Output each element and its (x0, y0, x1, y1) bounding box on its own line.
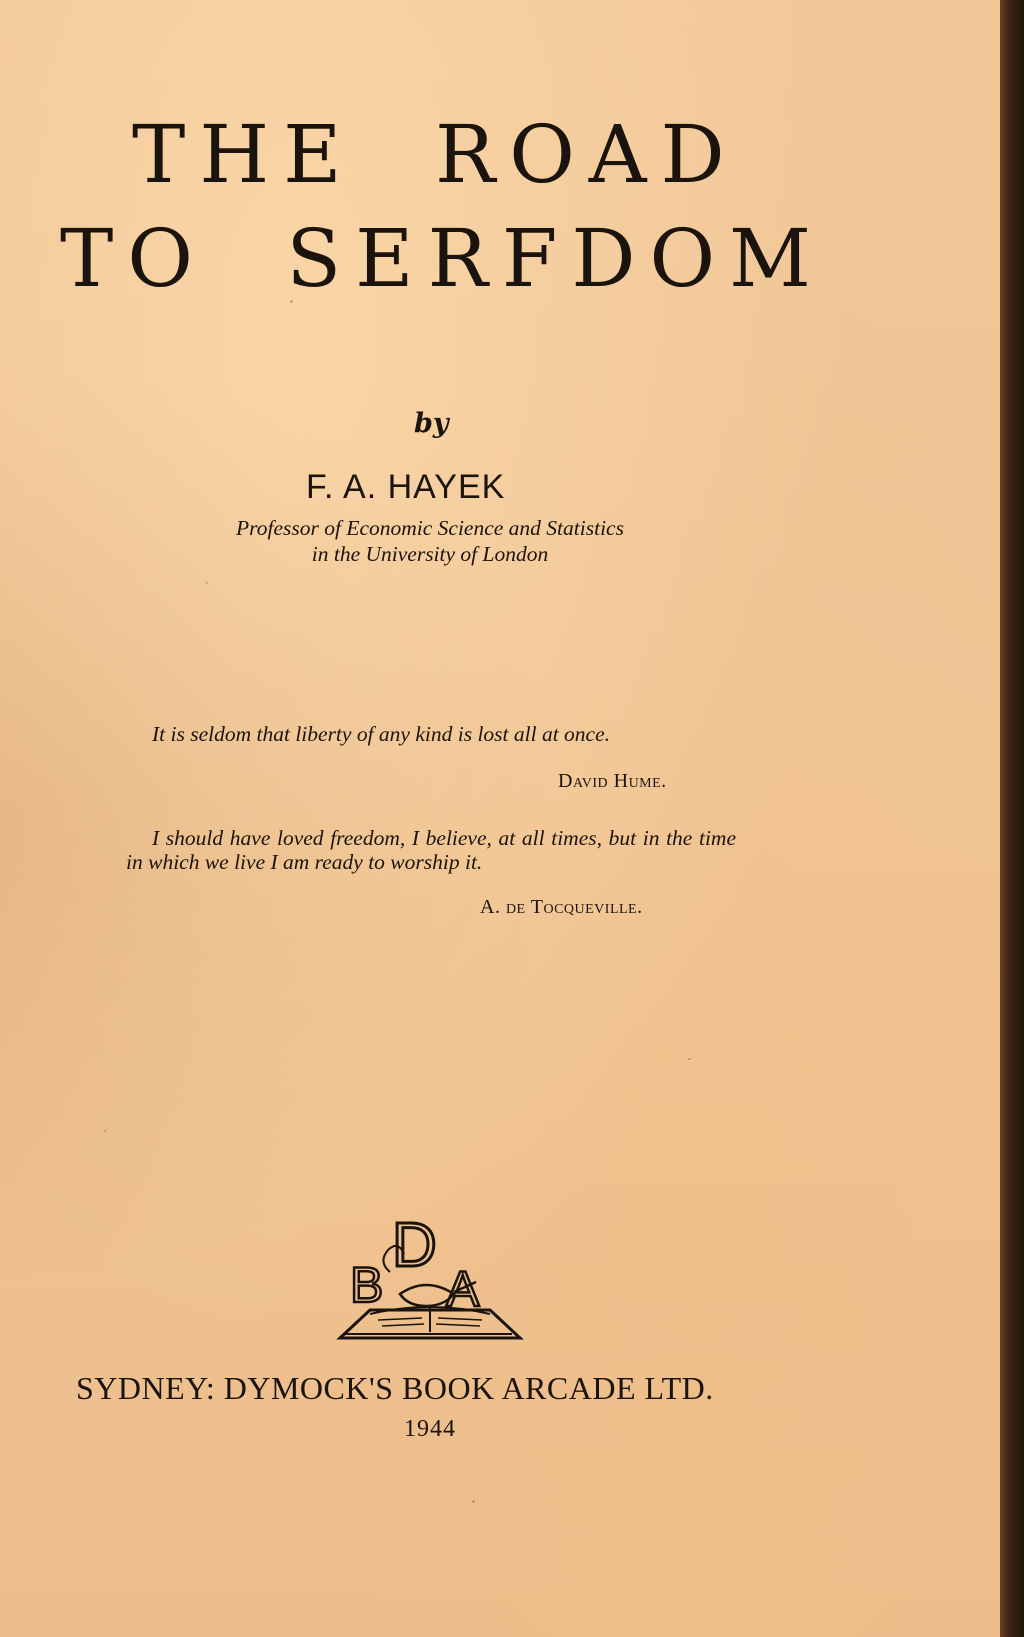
paper-speck (688, 1058, 691, 1060)
svg-text:B: B (350, 1257, 384, 1313)
author-affiliation-line-1: Professor of Economic Science and Statistics (236, 516, 624, 540)
book-title-line-2: TO SERFDOM (60, 212, 825, 305)
book-binding-edge (1000, 0, 1024, 1637)
epigraph-quote-1: It is seldom that liberty of any kind is lost all at once. (152, 722, 611, 746)
byline: by (414, 408, 449, 439)
epigraph-attribution-2: A. de Tocqueville. (480, 896, 643, 918)
publication-year: 1944 (404, 1416, 456, 1442)
author-name: F. A. HAYEK (306, 468, 506, 506)
author-affiliation-line-2: in the University of London (311, 542, 549, 566)
publisher-line: SYDNEY: DYMOCK'S BOOK ARCADE LTD. (76, 1370, 714, 1406)
paper-speck (472, 1500, 475, 1503)
epigraph-attribution-1: David Hume. (558, 770, 667, 792)
paper-speck (206, 582, 208, 584)
book-arcade-logo-icon (330, 1210, 530, 1350)
svg-text:A: A (446, 1261, 480, 1317)
book-title-line-1: THE ROAD (132, 108, 739, 201)
paper-speck (104, 1130, 106, 1132)
svg-text:D: D (392, 1211, 437, 1280)
epigraph-quote-2: I should have loved freedom, I believe, at all times, but in the time in which we live I am ready to worship it. (126, 826, 736, 874)
